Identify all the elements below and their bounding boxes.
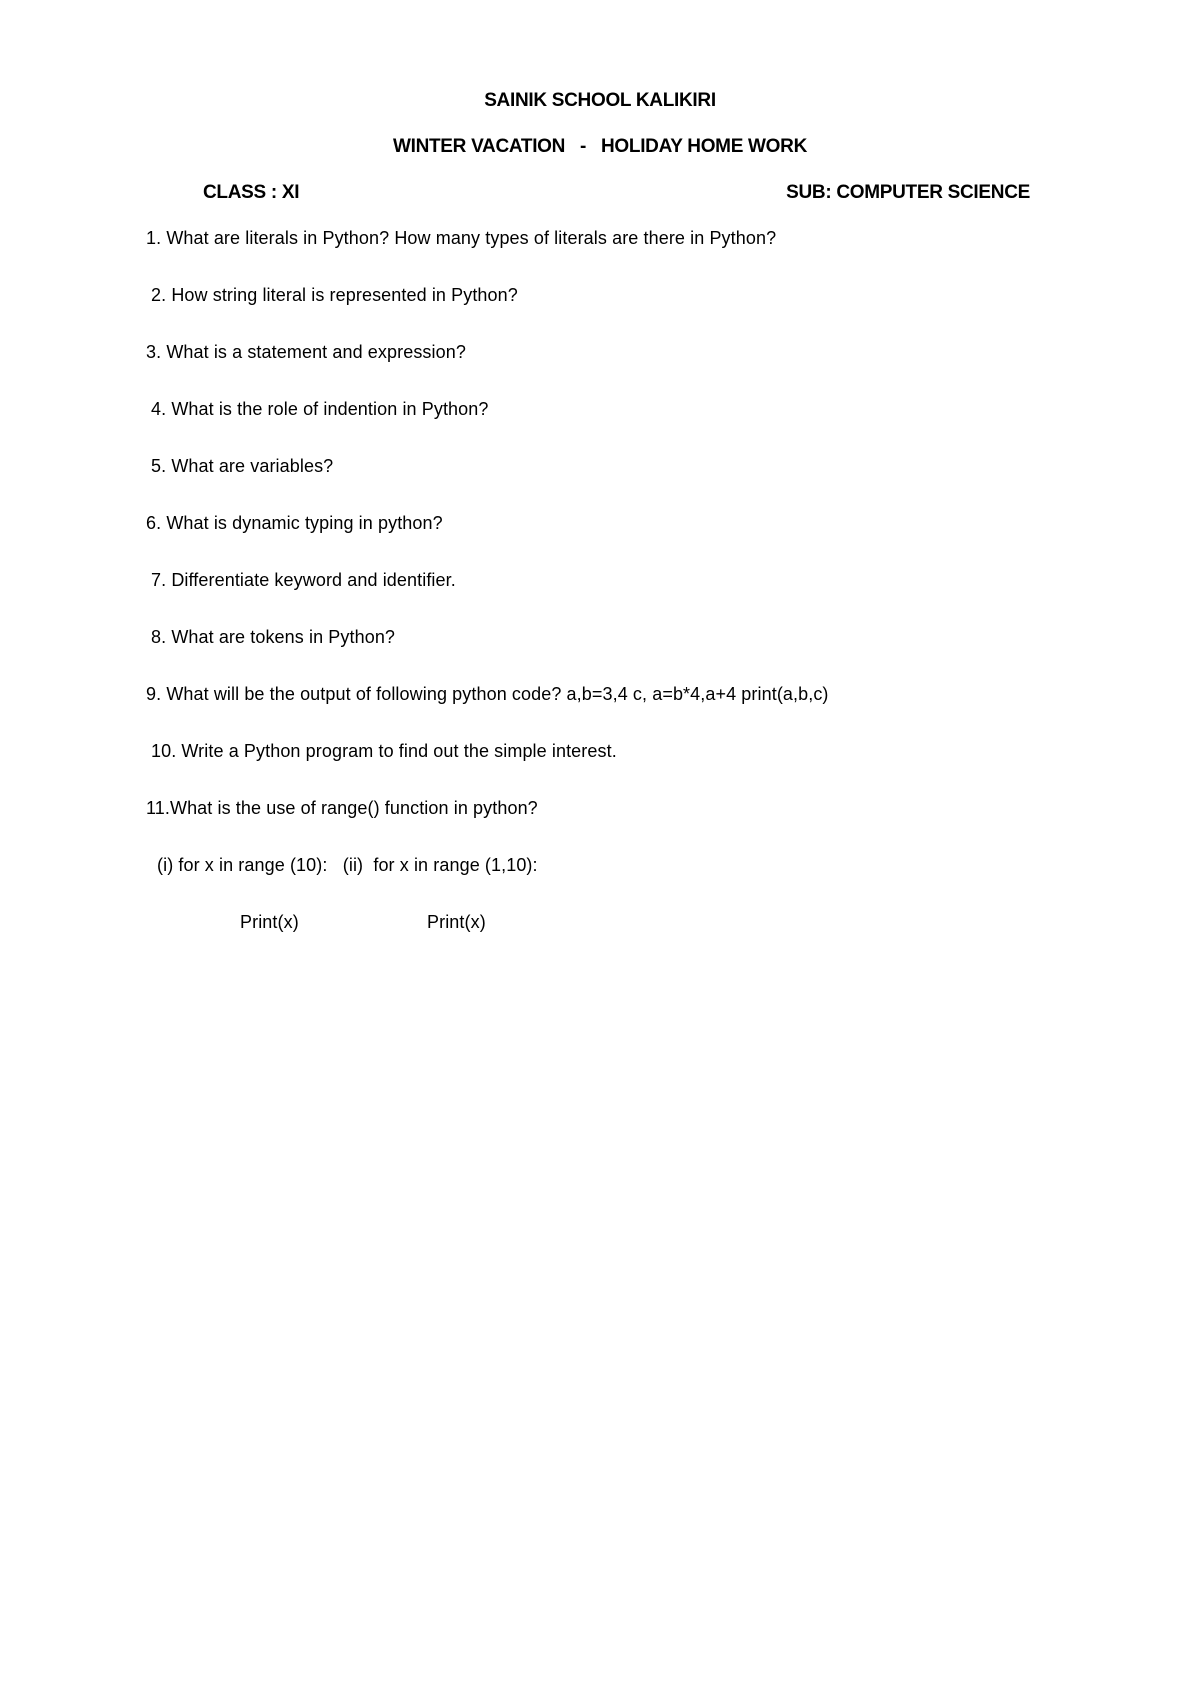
question-10: 10. Write a Python program to find out the simple interest.: [151, 741, 617, 761]
question-9: 9. What will be the output of following python code? a,b=3,4 c, a=b*4,a+4 print(a,b,c): [146, 684, 829, 704]
class-label: CLASS : XI: [203, 182, 300, 203]
question-1: 1. What are literals in Python? How many types of literals are there in Python?: [146, 228, 777, 248]
print-statement-ii: Print(x): [427, 912, 486, 932]
page-title: WINTER VACATION - HOLIDAY HOME WORK: [392, 136, 808, 157]
school-name: SAINIK SCHOOL KALIKIRI: [484, 90, 716, 111]
question-6: 6. What is dynamic typing in python?: [146, 513, 443, 533]
question-8: 8. What are tokens in Python?: [151, 627, 396, 647]
question-3: 3. What is a statement and expression?: [146, 342, 466, 362]
range-loops-line: (i) for x in range (10): (ii) for x in range (1,10):: [157, 855, 538, 875]
question-7: 7. Differentiate keyword and identifier.: [151, 570, 456, 590]
print-statement-i: Print(x): [240, 912, 299, 932]
subject-label: SUB: COMPUTER SCIENCE: [786, 182, 1030, 203]
question-5: 5. What are variables?: [151, 456, 334, 476]
question-2: 2. How string literal is represented in Python?: [151, 285, 518, 305]
question-11: 11.What is the use of range() function in python?: [146, 798, 538, 818]
question-4: 4. What is the role of indention in Python?: [151, 399, 489, 419]
